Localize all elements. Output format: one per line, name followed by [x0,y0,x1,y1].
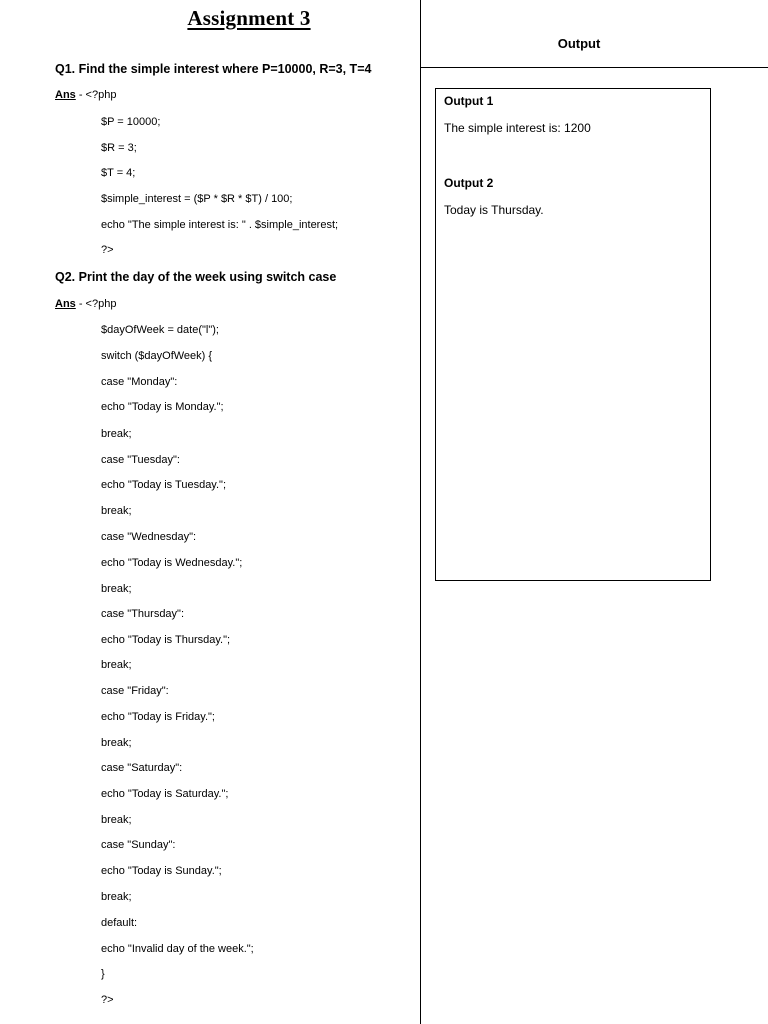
question-2: Q2. Print the day of the week using switch case [55,270,337,284]
answer-2-label: Ans [55,298,76,310]
output-1-text: The simple interest is: 1200 [444,121,591,135]
q2-code-line: break; [101,659,132,671]
page-title: Assignment 3 [187,6,311,30]
output-heading: Output [557,36,601,51]
q2-code-line: case "Sunday": [101,839,176,851]
q1-code-line: $simple_interest = ($P * $R * $T) / 100; [101,193,293,205]
q1-code-line: $P = 10000; [101,116,161,128]
answer-1-label: Ans [55,89,76,101]
q2-code-line: break; [101,814,132,826]
q2-code-line: echo "Today is Thursday."; [101,634,231,646]
q2-code-line: case "Thursday": [101,608,185,620]
output-2-text: Today is Thursday. [444,203,544,217]
q2-code-line: ?> [101,994,114,1006]
q1-code-line: echo "The simple interest is: " . $simple_interest; [101,219,339,231]
answer-1-line [55,89,116,101]
output-header-divider [420,67,768,68]
output-box [435,88,711,581]
q1-code-line: $T = 4; [101,167,136,179]
q2-code-line: break; [101,891,132,903]
q2-code-line: break; [101,428,132,440]
output-1-title: Output 1 [444,94,494,108]
q2-code-line: break; [101,737,132,749]
q2-code-line: echo "Today is Wednesday."; [101,557,243,569]
q2-code-line: $dayOfWeek = date("l"); [101,324,219,336]
answer-1-php-open: - <?php [75,89,117,101]
q1-code-line: $R = 3; [101,142,137,154]
question-1: Q1. Find the simple interest where P=10000, R=3, T=4 [55,62,372,76]
q2-code-line: case "Friday": [101,685,169,697]
q2-code-line: default: [101,917,138,929]
answer-2-php-open: - <?php [75,298,117,310]
q2-code-line: echo "Today is Monday."; [101,401,224,413]
q2-code-line: case "Wednesday": [101,531,197,543]
q2-code-line: echo "Today is Tuesday."; [101,479,227,491]
q2-code-line: break; [101,583,132,595]
q2-code-line: case "Monday": [101,376,178,388]
q1-code-line: ?> [101,244,114,256]
q2-code-line: echo "Today is Friday."; [101,711,215,723]
answer-2-line [55,298,116,310]
q2-code-line: break; [101,505,132,517]
q2-code-line: } [101,968,105,980]
output-2-title: Output 2 [444,176,494,190]
column-divider [420,0,421,1024]
q2-code-line: case "Saturday": [101,762,183,774]
q2-code-line: echo "Today is Saturday."; [101,788,229,800]
q2-code-line: case "Tuesday": [101,454,180,466]
q2-code-line: switch ($dayOfWeek) { [101,350,213,362]
q2-code-line: echo "Invalid day of the week."; [101,943,254,955]
q2-code-line: echo "Today is Sunday."; [101,865,222,877]
